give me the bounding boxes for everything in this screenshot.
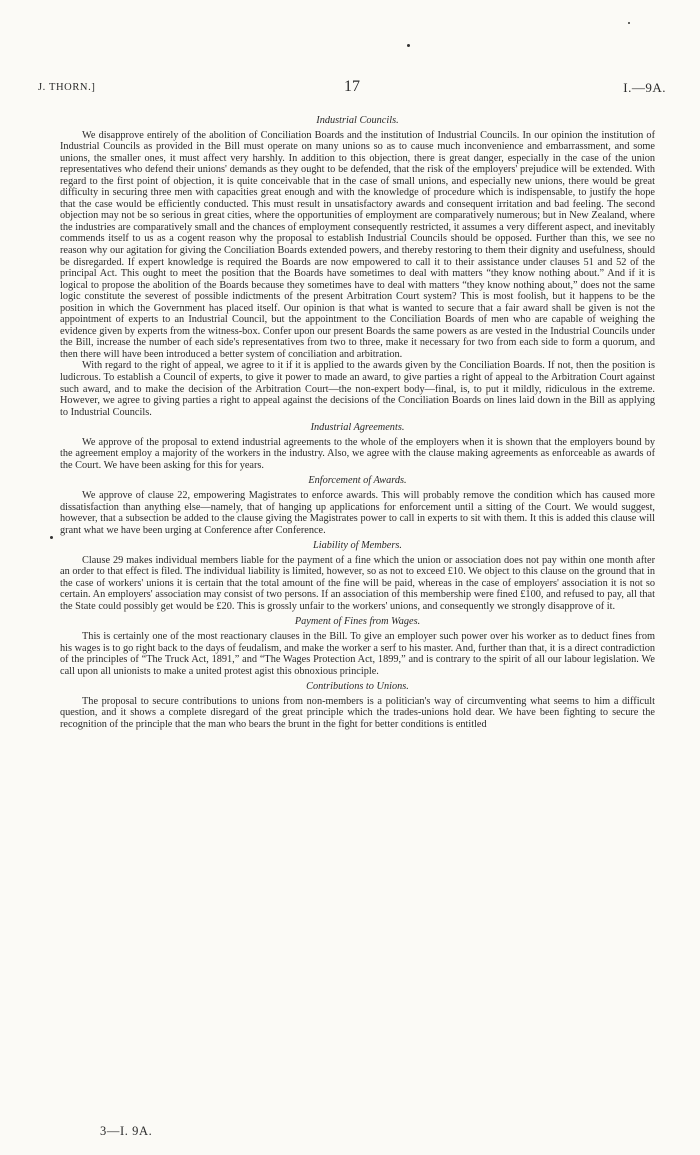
page-header xyxy=(38,80,666,100)
paragraph: We disapprove entirely of the abolition of Conciliation Boards and the institution of Industrial Councils. In our opinion the institution of Industrial Councils as provided in the Bill must operate on many unions so as to cause much inconvenience and embarrassment, and some unions, the smaller ones, it must affect very harshly. In addition to this objection, there is great danger, especially in the case of the union representatives who defend their unions' demands as they ought to be defended, that the risk of the employers' prejudice will be extended. With regard to the first point of objection, it is quite conceivable that in the case of small unions, and especially new unions, there would be great difficulty in securing three men with capacities great enough and with the knowledge of procedure which is indispensable, to justify the hope that the case would be efficiently conducted. This must result in unsatisfactory awards and consequent irritation and bad feeling. The second objection may not be so serious in great cities, where the opportunities of employment are comparatively numerous; but in New Zealand, where the industries are comparatively small and the chances of employment consequently restricted, it assumes a very different aspect, and inevitably commends itself to us as a cogent reason why the proposal to establish Industrial Councils should be opposed. Further than this, we see no reason why our agitation for giving the Conciliation Boards extended powers, and thereby restoring to them their dignity and usefulness, should be disregarded. If expert knowledge is required the Boards are now empowered to call it to their assistance under clauses 51 and 52 of the principal Act. This ought to meet the position that the Boards have sometimes to deal with matters “they know nothing about.” And if it is logical to propose the abolition of the Boards because they sometimes have to deal with matters “they know nothing about,” does not the same logic constitute the severest of possible indictments of the present Arbitration Court system? This is most foolish, but it happens to be the position in which the Government has placed itself. Our opinion is that what is wanted to secure that a fair award shall be given is not the appointment of experts to an Industrial Council, but the appointment to the Conciliation Boards of men who are capable of weighing the evidence given by experts from the witness-box. Confer upon our present Boards the same powers as are vested in the Industrial Councils under the Bill, increase the number of each side's representatives from two to three, make it necessary for two from each side to form a quorum, and then there will have been introduced a better system of conciliation and arbitration. xyxy=(60,129,655,360)
scan-speck xyxy=(628,22,630,24)
paragraph: We approve of clause 22, empowering Magistrates to enforce awards. This will probably remove the condition which has caused more dissatisfaction than anything else—namely, that of hanging up applications for enforcement until a sitting of the Court. We would suggest, however, that a subsection be added to the clause giving the Magistrates power to call in experts to sit with them. It this is added this clause will grant what we have been urging at Conference after Conference. xyxy=(60,489,655,536)
paragraph: The proposal to secure contributions to unions from non-members is a politician's way of circumventing what seems to him a difficult question, and it shows a complete disregard of the great principle which the trades-unions hold dear. We have been fighting to secure the recognition of the principle that the man who bears the brunt in the fight for better conditions is entitled xyxy=(60,695,655,730)
section-heading-liability-of-members: Liability of Members. xyxy=(313,540,402,552)
section-heading-industrial-agreements: Industrial Agreements. xyxy=(310,422,405,434)
section-heading-payment-of-fines: Payment of Fines from Wages. xyxy=(294,616,421,628)
paragraph: This is certainly one of the most reactionary clauses in the Bill. To give an employer such power over his worker as to deduct fines from his wages is to go right back to the days of feudalism, and make the worker a serf to his master. And, further than that, it is a direct contradiction of the principles of “The Truck Act, 1891,” and “The Wages Protection Act, 1899,” and is contrary to the spirit of all our labour legislation. We call upon all unionists to make a united protest agist this obnoxious principle. xyxy=(60,630,655,677)
document-reference: I.—9A. xyxy=(623,80,666,95)
scan-speck xyxy=(50,536,53,539)
section-heading-industrial-councils: Industrial Councils. xyxy=(316,115,399,126)
header-author: J. THORN.] xyxy=(38,82,96,93)
paragraph: With regard to the right of appeal, we agree to it if it is applied to the awards given by the Conciliation Boards. If not, then the position is ludicrous. To establish a Council of experts, to give it power to made an award, to give parties a right of appeal to the Arbitration Court against such award, and to make the decision of the Arbitration Court—the non-expert body—final, is, to put it mildly, ridiculous in the extreme. However, we agree to giving parties a right to appeal against the decisions of the Conciliation Boards on lines laid down in the Bill as applying to Industrial Councils. xyxy=(60,360,655,418)
section-heading-contributions-to-unions: Contributions to Unions. xyxy=(306,681,409,693)
paragraph: Clause 29 makes individual members liable for the payment of a fine which the union or association does not pay within one month after an order to that effect is filed. The individual liability is limited, however, so as not to exceed £10. We object to this clause on the ground that in the case of workers' unions it is certain that the total amount of the fine will be paid, whereas in the case of employers' association it is not so certain. An employers' association may consist of two persons. If an association of this membership were fined £100, and refused to pay, all that the State could possibly get would be £20. This is grossly unfair to the workers' unions, and consequently we strongly disapprove of it. xyxy=(60,554,655,612)
page-number: 17 xyxy=(344,78,360,95)
section-heading-enforcement-of-awards: Enforcement of Awards. xyxy=(308,475,407,487)
scan-speck xyxy=(407,44,410,47)
document-body xyxy=(60,111,655,730)
paragraph: We approve of the proposal to extend industrial agreements to the whole of the employers when it is shown that the employers bound by the agreement employ a majority of the workers in the industry. Also, we agree with the clause making agreements as enforceable as awards of the Court. We have been asking for this for years. xyxy=(60,436,655,471)
page-signature: 3—I. 9A. xyxy=(100,1124,153,1138)
